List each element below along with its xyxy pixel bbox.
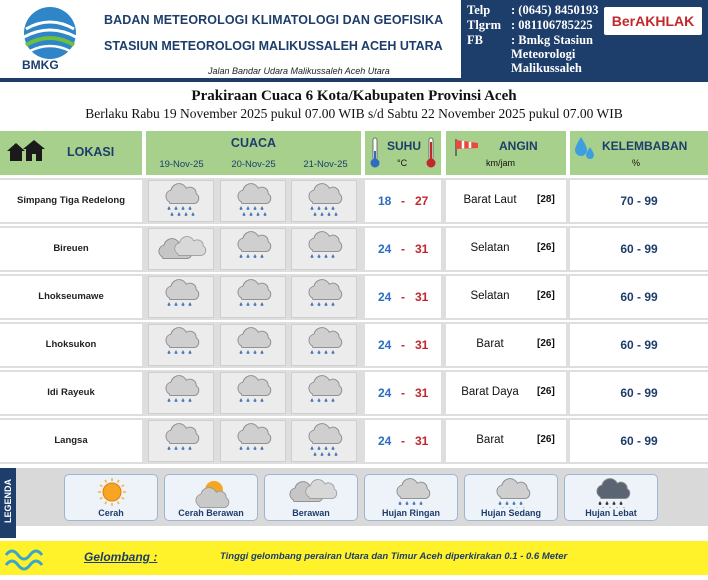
lokasi-name: Bireuen [53,243,89,254]
temp-separator: - [401,338,405,352]
legend-item [364,474,458,521]
wind-speed: [26] [537,434,555,445]
legend-label: Hujan Sedang [480,508,541,518]
legend-label: Hujan Ringan [382,508,440,518]
header-banner [0,0,708,82]
temp-separator: - [401,242,405,256]
windsock-icon [454,137,480,157]
light-rain-icon [220,276,286,318]
light-rain-icon [291,228,357,270]
header-kelembaban [570,131,708,175]
light-rain-icon [220,420,286,462]
lokasi-name: Langsa [54,435,88,446]
org-name-line2: STASIUN METEOROLOGI MALIKUSSALEH ACEH UTARA [104,39,443,53]
wave-text: Tinggi gelombang perairan Utara dan Timur Aceh diperkirakan 0.1 - 0.6 Meter [220,551,568,562]
humidity: 60 - 99 [620,290,658,304]
cuaca-label: CUACA [230,136,277,150]
wind-direction: Selatan [470,290,510,302]
legend-label: Cerah [98,508,124,518]
temp-min: 24 [378,242,392,256]
legend-item [464,474,558,521]
temp-separator: - [401,434,405,448]
light-rain-icon [291,372,357,414]
angin-label: ANGIN [499,139,538,153]
wind-direction: Barat Daya [461,386,519,398]
temp-separator: - [401,194,405,208]
address: Jalan Bandar Udara Malikussaleh Aceh Utara [208,66,390,76]
wind-direction: Barat Laut [463,194,517,206]
temp-max: 31 [415,242,429,256]
legend-item [264,474,358,521]
moderate-rain-icon [291,180,357,222]
temp-min: 24 [378,386,392,400]
temp-separator: - [401,386,405,400]
light-rain-icon [291,324,357,366]
humidity: 60 - 99 [620,434,658,448]
logo-text: BMKG [22,58,59,72]
humidity: 60 - 99 [620,242,658,256]
wind-direction: Barat [476,434,504,446]
validity-period: Berlaku Rabu 19 November 2025 pukul 07.00 WIB s/d Sabtu 22 November 2025 pukul 07.00 WIB [85,106,623,121]
wind-direction: Barat [476,338,504,350]
lokasi-name: Lhoksukon [45,339,97,350]
date-header-2: 20-Nov-25 [231,159,276,170]
house-icon [5,139,47,163]
temp-min: 24 [378,338,392,352]
temp-separator: - [401,290,405,304]
temp-max: 31 [415,290,429,304]
header-lokasi [0,131,142,175]
contact-facebook-line3: Malikussaleh [511,61,582,75]
date-header-3: 21-Nov-25 [303,159,348,170]
temp-min: 24 [378,290,392,304]
legend-label: Hujan Lebat [585,508,637,518]
light-rain-icon [220,372,286,414]
temp-max: 31 [415,434,429,448]
moderate-rain-icon [291,420,357,462]
light-rain-icon [291,276,357,318]
light-rain-icon [148,420,214,462]
legend-item [64,474,158,521]
header-angin [446,131,566,175]
temp-min: 18 [378,194,392,208]
contact-panel: Telp : (0645) 8450193 Tlgrm : 081106785225 FB : Bmkg Stasiun Meteorologi Malikussaleh BerAKHLAK [461,0,708,82]
kelembaban-unit: % [632,158,641,168]
humidity: 60 - 99 [620,386,658,400]
header-suhu [365,131,441,175]
thermometer-cold-icon [370,137,380,169]
legend-tab-label: LEGENDA [3,479,13,524]
light-rain-icon [148,276,214,318]
legend-item [164,474,258,521]
wave-label: Gelombang : [84,550,158,564]
light-rain-icon [148,372,214,414]
wind-speed: [28] [537,194,555,205]
temp-max: 31 [415,386,429,400]
thermometer-hot-icon [426,137,436,169]
lokasi-label: LOKASI [67,145,115,159]
contact-facebook-line2: Meteorologi [511,47,576,61]
cloud-icon [148,228,214,270]
lokasi-name: Idi Rayeuk [47,387,95,398]
legend-item [564,474,658,521]
legend-label: Cerah Berawan [178,508,244,518]
wind-speed: [26] [537,338,555,349]
humidity: 60 - 99 [620,338,658,352]
lokasi-name: Lhokseumawe [38,291,104,302]
kelembaban-label: KELEMBABAN [602,139,688,153]
light-rain-icon [220,228,286,270]
moderate-rain-icon [148,180,214,222]
legend-tab [0,468,16,538]
wave-info-bar [0,541,708,575]
humidity: 70 - 99 [620,194,658,208]
org-name-line1: BADAN METEOROLOGI KLIMATOLOGI DAN GEOFISIKA [104,13,444,27]
light-rain-icon [220,324,286,366]
moderate-rain-icon [220,180,286,222]
temp-max: 27 [415,194,429,208]
suhu-label: SUHU [387,139,422,153]
light-rain-icon [148,324,214,366]
temp-max: 31 [415,338,429,352]
wind-direction: Selatan [470,242,510,254]
wave-icon [4,545,44,571]
legend-label: Berawan [292,508,330,518]
wind-speed: [26] [537,386,555,397]
wind-speed: [26] [537,242,555,253]
water-drops-icon [574,135,596,163]
date-header-1: 19-Nov-25 [159,159,204,170]
page-title: Prakiraan Cuaca 6 Kota/Kabupaten Provinsi Aceh [191,88,517,104]
wind-speed: [26] [537,290,555,301]
temp-min: 24 [378,434,392,448]
angin-unit: km/jam [486,158,515,168]
suhu-unit: °C [397,158,408,168]
berakhlak-badge: BerAKHLAK [604,7,702,35]
lokasi-name: Simpang Tiga Redelong [16,195,126,206]
